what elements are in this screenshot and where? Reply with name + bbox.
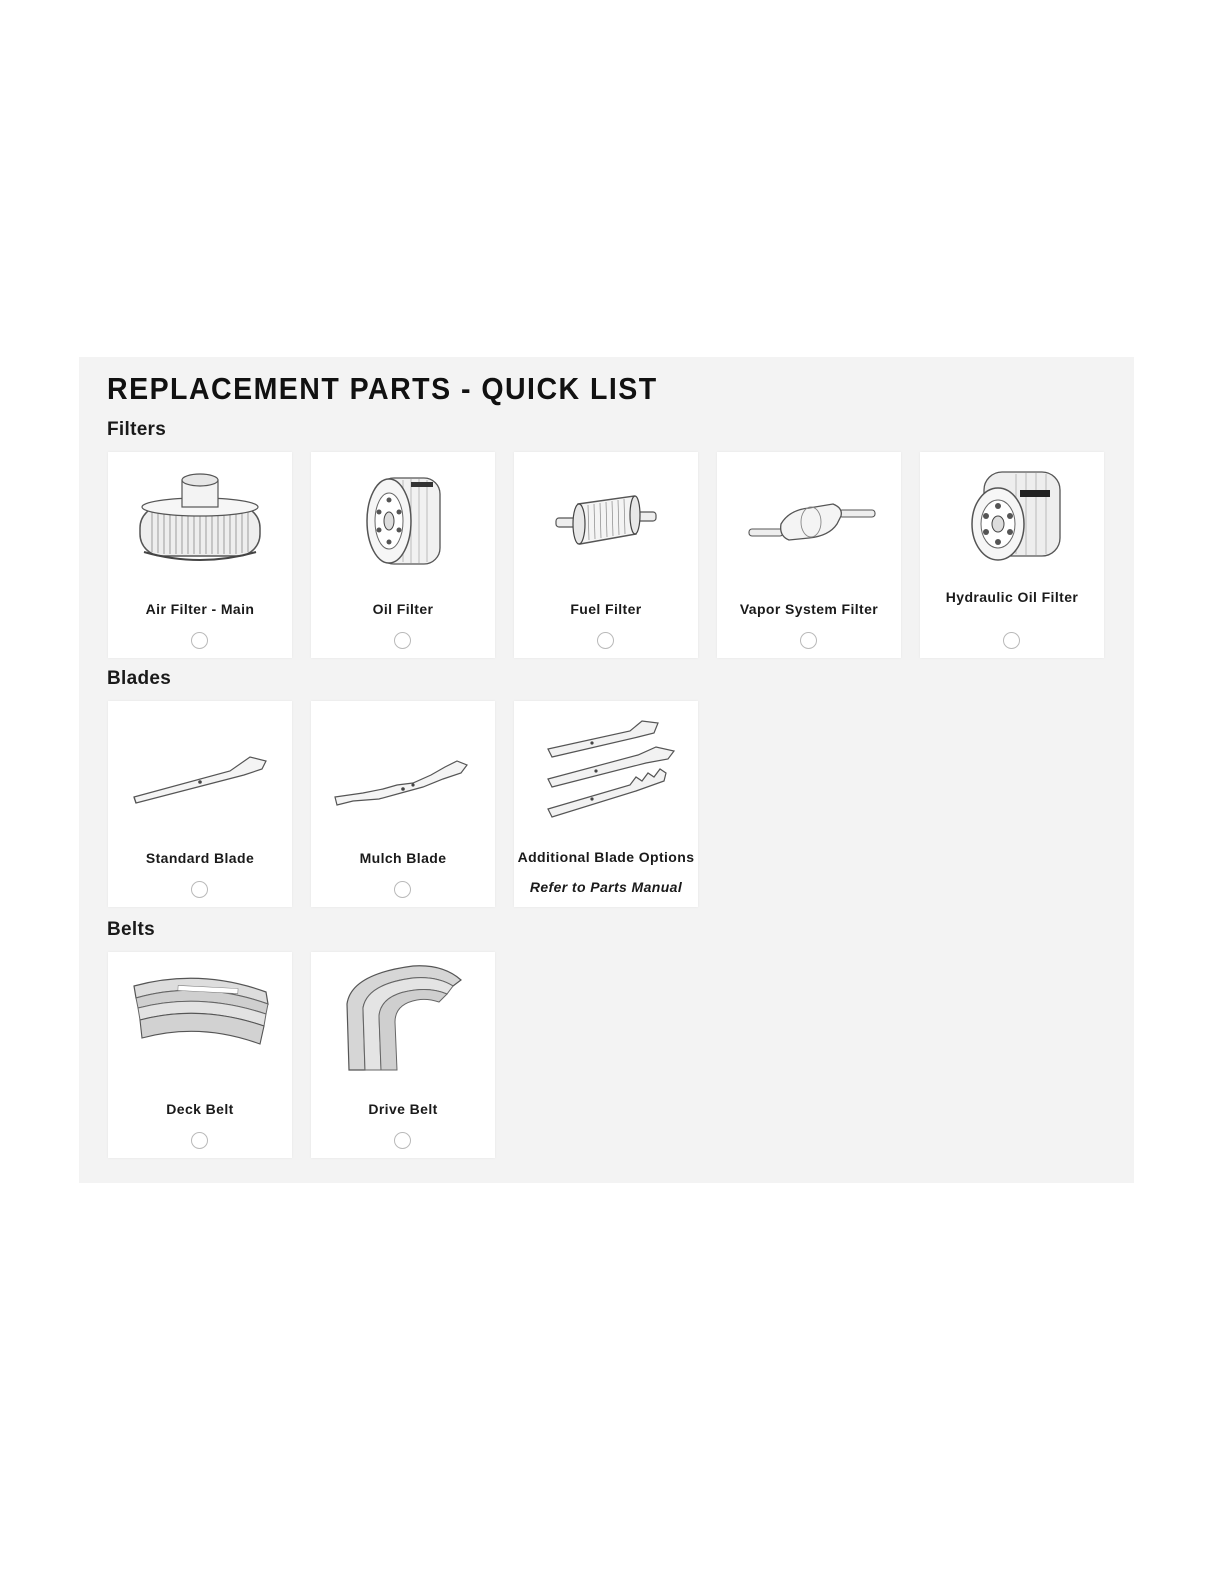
- section-heading-belts: Belts: [107, 919, 155, 940]
- part-checkbox[interactable]: [191, 1132, 208, 1149]
- part-checkbox[interactable]: [1003, 632, 1020, 649]
- part-card-hydraulic-filter: [920, 452, 1104, 658]
- part-card-deck-belt: [108, 952, 292, 1158]
- oil-filter-image: [323, 460, 483, 580]
- air-filter-image: [120, 460, 280, 580]
- standard-blade-image: [120, 709, 280, 829]
- part-label: Drive Belt: [368, 1101, 438, 1117]
- part-card-air-filter: [108, 452, 292, 658]
- mulch-blade-image: [323, 709, 483, 829]
- drive-belt-image: [323, 960, 483, 1080]
- part-label: Vapor System Filter: [739, 601, 879, 617]
- part-checkbox[interactable]: [394, 1132, 411, 1149]
- part-label: Air Filter - Main: [145, 601, 255, 617]
- part-label: Additional Blade Options: [517, 849, 695, 865]
- part-note: Refer to Parts Manual: [529, 879, 683, 895]
- part-label: Oil Filter: [372, 601, 434, 617]
- part-checkbox[interactable]: [191, 632, 208, 649]
- part-label: Hydraulic Oil Filter: [945, 589, 1079, 605]
- part-checkbox[interactable]: [394, 632, 411, 649]
- section-heading-filters: Filters: [107, 419, 167, 440]
- part-card-oil-filter: [311, 452, 495, 658]
- quick-list-panel: [79, 357, 1134, 1183]
- fuel-filter-image: [526, 460, 686, 580]
- blade-set-image: [526, 709, 686, 829]
- deck-belt-image: [120, 960, 280, 1080]
- part-card-standard-blade: [108, 701, 292, 907]
- part-label: Mulch Blade: [359, 850, 447, 866]
- part-label: Standard Blade: [145, 850, 255, 866]
- part-label: Deck Belt: [166, 1101, 234, 1117]
- page-title: REPLACEMENT PARTS - QUICK LIST: [107, 371, 658, 406]
- part-checkbox[interactable]: [394, 881, 411, 898]
- part-checkbox[interactable]: [191, 881, 208, 898]
- part-label: Fuel Filter: [570, 601, 642, 617]
- hydraulic-filter-image: [932, 460, 1092, 580]
- part-card-drive-belt: [311, 952, 495, 1158]
- part-card-mulch-blade: [311, 701, 495, 907]
- section-heading-blades: Blades: [107, 668, 172, 689]
- vapor-filter-image: [729, 460, 889, 580]
- part-checkbox[interactable]: [800, 632, 817, 649]
- part-card-additional-blades: [514, 701, 698, 907]
- part-card-vapor-filter: [717, 452, 901, 658]
- part-checkbox[interactable]: [597, 632, 614, 649]
- part-card-fuel-filter: [514, 452, 698, 658]
